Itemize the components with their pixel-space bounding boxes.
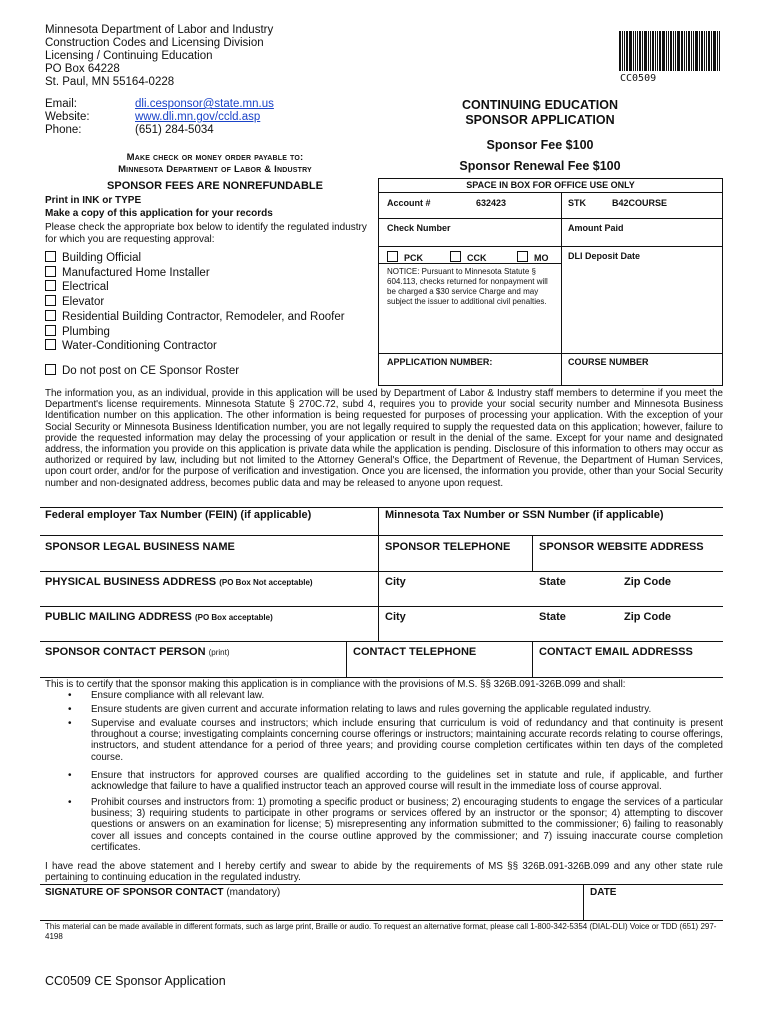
physical-address-label — [45, 576, 313, 588]
barcode-bar — [677, 31, 680, 71]
certify-bullet: Ensure compliance with all relevant law. — [91, 690, 265, 701]
check-instruction-line: for which you are requesting approval: — [45, 234, 215, 245]
barcode-bar — [648, 31, 649, 71]
checkbox[interactable] — [387, 251, 398, 262]
cck-label: CCK — [467, 253, 487, 263]
barcode-bar — [706, 31, 707, 71]
checkbox[interactable] — [45, 339, 56, 350]
contact-person-title: SPONSOR CONTACT PERSON — [45, 646, 206, 658]
signature-title: SIGNATURE OF SPONSOR CONTACT — [45, 887, 224, 898]
barcode-bar — [657, 31, 658, 71]
industry-label: Water-Conditioning Contractor — [62, 340, 217, 353]
address-line: PO Box 64228 — [45, 63, 120, 75]
physical-address-note: (PO Box Not acceptable) — [219, 578, 313, 587]
barcode-bar — [686, 31, 687, 71]
email-label: Email: — [45, 98, 77, 110]
title-line-2: SPONSOR APPLICATION — [465, 113, 615, 127]
checkbox[interactable] — [517, 251, 528, 262]
alt-format-notice: This material can be made available in different formats, such as large print, Braille or audio. To request an alternative format, please call 1-800-342-5354 (DIAL-DLI) Voice or TDD (651) 297-4198 — [45, 922, 717, 941]
checkbox[interactable] — [45, 266, 56, 277]
certify-bullet: Ensure that instructors for approved courses are qualified according to the guidelines set in statute and rule, if applicable, and further acknowledge that failure to have a qualified instructor teach an approved course will result in the immediate loss of course approval. — [91, 770, 723, 793]
bullet-icon: • — [68, 770, 72, 781]
do-not-post-label: Do not post on CE Sponsor Roster — [62, 365, 240, 377]
barcode-bar — [637, 31, 638, 71]
barcode-bar — [633, 31, 634, 71]
barcode-bar — [668, 31, 669, 71]
barcode-bar — [642, 31, 643, 71]
pck-label: PCK — [404, 253, 424, 263]
nsf-notice: NOTICE: Pursuant to Minnesota Statute § 604.113, checks returned for nonpayment will be charged a $30 service Charge and may subject the issuer to additional civil penalties. — [387, 267, 548, 306]
mailing-state-input[interactable] — [539, 625, 619, 639]
industry-option[interactable] — [45, 325, 345, 340]
department-address — [45, 24, 273, 89]
industry-option[interactable] — [45, 266, 345, 281]
fein-input[interactable] — [45, 522, 375, 534]
title-line-1: CONTINUING EDUCATION — [461, 98, 618, 112]
contact-block — [45, 98, 375, 137]
mailing-address-label — [45, 611, 273, 623]
barcode-bar — [670, 31, 672, 71]
mailing-zip-input[interactable] — [624, 625, 719, 639]
mailing-city-label: City — [385, 611, 406, 623]
address-line: Construction Codes and Licensing Division — [45, 37, 264, 49]
mailing-zip-label: Zip Code — [624, 611, 672, 623]
payable-line-1: Make check or money order payable to: — [126, 152, 304, 163]
barcode-bar — [693, 31, 694, 71]
barcode-bar — [652, 31, 654, 71]
bullet-icon: • — [68, 690, 72, 701]
barcode-bar — [662, 31, 665, 71]
mailing-address-note: (PO Box acceptable) — [194, 613, 273, 622]
ink-instruction: Print in INK or TYPE — [45, 195, 142, 206]
mo-label: MO — [534, 253, 549, 263]
industry-label: Electrical — [62, 281, 109, 294]
barcode-bar — [713, 31, 716, 71]
cck-option[interactable] — [450, 251, 487, 263]
bullet-icon: • — [68, 718, 72, 729]
state-input[interactable] — [539, 590, 619, 604]
mn-tax-input[interactable] — [385, 522, 720, 534]
barcode-bar — [673, 31, 674, 71]
contact-person-note: (print) — [208, 648, 230, 657]
industry-label: Residential Building Contractor, Remodeler, and Roofer — [62, 310, 345, 323]
legal-name-input[interactable] — [45, 555, 375, 569]
nonrefundable-notice: SPONSOR FEES ARE NONREFUNDABLE — [107, 180, 323, 192]
mailing-address-input[interactable] — [45, 625, 375, 639]
sworn-statement: I have read the above statement and I hereby certify and swear to abide by the requirements of MS §§ 326B.091-326B.099 and any other state rule pertaining to continuing education in the regulated industry. — [45, 861, 723, 884]
mailing-address-title: PUBLIC MAILING ADDRESS — [45, 611, 192, 623]
bullet-icon: • — [68, 797, 72, 808]
barcode-bar — [708, 31, 710, 71]
barcode-bar — [655, 31, 656, 71]
account-label: Account # — [387, 198, 431, 208]
city-label: City — [385, 576, 406, 588]
barcode-bar — [619, 31, 621, 71]
privacy-notice: The information you, as an individual, provide in this application will be used by Department of Labor & Industry staff members to determine if you meet the Department's license requirements. Minnesota Statute § 270C.72, subd 4, requires you to provide your social security number and Minnesota Business Identification number on this application. The other information is being requested for purposes of processing your application. With the exception of your Social Security or Minnesota Business Identification number, you are not legally required to supply the requested data on this application; however, failure to provide the requested information may delay the processing of your application or result in the denial of the same. Except for your name and designated address, the information you provide on this application is private data while the application is pending. Disclosure of this information to others may occur as authorized or required by law, including but not limited to the Attorney General's Office, the Department of Revenue, the Department of Human Services, upon court order, and/or for the purpose of verification and investigation. Once you are licensed, the information you provide, other than your Social Security number and non-designated address, becomes public data and may be released to anyone upon request. — [45, 388, 723, 489]
barcode-bar — [704, 31, 705, 71]
check-number-label: Check Number — [387, 223, 451, 233]
payable-line-2: Minnesota Department of Labor & Industry — [118, 164, 312, 175]
contact-phone-input[interactable] — [353, 660, 529, 674]
contact-person-label — [45, 646, 229, 658]
mailing-state-label: State — [539, 611, 566, 623]
form-name: CC0509 CE Sponsor Application — [45, 974, 226, 988]
payable-to — [60, 152, 370, 176]
signature-label — [45, 887, 280, 898]
barcode-bar — [624, 31, 625, 71]
pck-option[interactable] — [387, 251, 423, 263]
industry-label: Elevator — [62, 296, 105, 309]
industry-option[interactable] — [45, 295, 345, 310]
stk-label: STK — [568, 198, 586, 208]
barcode-bar — [644, 31, 647, 71]
barcode-bar — [684, 31, 685, 71]
copy-instruction: Make a copy of this application for your records — [45, 208, 273, 219]
address-line: Licensing / Continuing Education — [45, 50, 213, 62]
deposit-date-label: DLI Deposit Date — [568, 251, 641, 261]
checkbox[interactable] — [45, 325, 56, 336]
barcode-bar — [691, 31, 692, 71]
barcode-bar — [681, 31, 683, 71]
renewal-fee: Sponsor Renewal Fee $100 — [459, 159, 621, 173]
certify-bullet: Ensure students are given current and accurate information relating to laws and rules governing the applicable regulated industry. — [91, 704, 652, 715]
legal-name-label: SPONSOR LEGAL BUSINESS NAME — [45, 541, 235, 553]
barcode-bar — [626, 31, 628, 71]
city-input[interactable] — [385, 590, 530, 604]
barcode-bar — [635, 31, 636, 71]
contact-person-input[interactable] — [45, 660, 343, 674]
industry-label: Building Official — [62, 252, 142, 264]
do-not-post-option[interactable] — [45, 364, 239, 377]
address-line: Minnesota Department of Labor and Industry — [45, 24, 274, 36]
barcode-bar — [659, 31, 661, 71]
check-instruction — [45, 222, 367, 246]
stk-value: B42COURSE — [612, 198, 668, 208]
checkbox[interactable] — [45, 280, 56, 291]
barcode-bar — [699, 31, 700, 71]
industry-label: Manufactured Home Installer — [62, 266, 210, 279]
barcode-bar — [675, 31, 676, 71]
mo-option[interactable] — [517, 251, 549, 263]
checkbox[interactable] — [45, 310, 56, 321]
industry-label: Plumbing — [62, 325, 110, 338]
barcode-bar — [622, 31, 623, 71]
checkbox[interactable] — [450, 251, 461, 262]
certify-intro: This is to certify that the sponsor making this application is in compliance with the provisions of M.S. §§ 326B.091-326B.099 and shall: — [45, 679, 626, 690]
barcode-bar — [639, 31, 641, 71]
office-use-heading: SPACE IN BOX FOR OFFICE USE ONLY — [466, 180, 635, 190]
barcode-bar — [719, 31, 720, 71]
amount-paid-label: Amount Paid — [568, 223, 624, 233]
telephone-label: SPONSOR TELEPHONE — [385, 541, 511, 553]
barcode-bar — [666, 31, 667, 71]
date-label: DATE — [590, 887, 617, 898]
barcode-bar — [695, 31, 698, 71]
address-line: St. Paul, MN 55164-0228 — [45, 76, 175, 88]
zip-input[interactable] — [624, 590, 719, 604]
phone-value: (651) 284-5034 — [135, 124, 214, 136]
state-label: State — [539, 576, 566, 588]
checkbox[interactable] — [45, 295, 56, 306]
check-instruction-line: Please check the appropriate box below to identify the regulated industry — [45, 222, 367, 233]
barcode-bar — [711, 31, 712, 71]
website-field-label: SPONSOR WEBSITE ADDRESS — [539, 541, 704, 553]
barcode-bar — [717, 31, 718, 71]
barcode-bar — [650, 31, 651, 71]
zip-label: Zip Code — [624, 576, 672, 588]
page-title — [420, 98, 660, 128]
date-input[interactable] — [590, 900, 720, 918]
checkbox[interactable] — [45, 364, 56, 375]
barcode-bar — [688, 31, 690, 71]
website-input[interactable] — [539, 555, 719, 569]
fein-label: Federal employer Tax Number (FEIN) (if applicable) — [45, 509, 312, 521]
physical-address-title: PHYSICAL BUSINESS ADDRESS — [45, 576, 217, 588]
certify-bullet: Supervise and evaluate courses and instructors; which include ensuring that curriculum is void of redundancy and that continuity is present throughout a course; investigating complaints concerning course offerings or instructors; maintaining accurate records relating to course offerings, instructors, and student attendance for a period of three years; and providing course completion certificates within ten days of the completed course. — [91, 718, 723, 763]
industry-option[interactable] — [45, 280, 345, 295]
phone-label: Phone: — [45, 124, 82, 136]
bullet-icon: • — [68, 704, 72, 715]
mailing-city-input[interactable] — [385, 625, 530, 639]
sponsor-fee: Sponsor Fee $100 — [486, 138, 594, 152]
contact-email-label: CONTACT EMAIL ADDRESSS — [539, 646, 693, 658]
form-code: CC0509 — [620, 73, 657, 84]
contact-phone-label: CONTACT TELEPHONE — [353, 646, 477, 658]
industry-option[interactable] — [45, 251, 345, 266]
account-value: 632423 — [476, 198, 507, 208]
industry-list — [45, 251, 345, 354]
industry-option[interactable] — [45, 310, 345, 325]
application-number-label: APPLICATION NUMBER: — [387, 357, 493, 367]
barcode-bar — [701, 31, 703, 71]
barcode-bar — [629, 31, 632, 71]
barcode-icon — [619, 31, 721, 71]
course-number-label: COURSE NUMBER — [568, 357, 649, 367]
industry-option[interactable] — [45, 339, 345, 354]
checkbox[interactable] — [45, 251, 56, 262]
email-link[interactable]: dli.cesponsor@state.mn.us — [135, 98, 274, 110]
telephone-input[interactable] — [385, 555, 530, 569]
certify-bullet: Prohibit courses and instructors from: 1) promoting a specific product or business; 2) encouraging students to engage the services of a particular business; 3) requiring students to participate in other programs or services offered by an instructor or the sponsor; 4) attempting to discover questions or answers on an examination for license; 5) misrepresenting any information submitted to the commissioner; 6) failing to reasonably cover all issues and concepts contained in the course outline approved by the commissioner; and 7) issuing inaccurate course completion certificates. — [91, 797, 723, 853]
website-link[interactable]: www.dli.mn.gov/ccld.asp — [135, 111, 261, 123]
physical-address-input[interactable] — [45, 590, 375, 604]
contact-email-input[interactable] — [539, 660, 719, 674]
website-label: Website: — [45, 111, 90, 123]
mn-tax-label: Minnesota Tax Number or SSN Number (if applicable) — [385, 509, 664, 521]
signature-input[interactable] — [45, 900, 577, 918]
signature-note: (mandatory) — [226, 887, 281, 898]
